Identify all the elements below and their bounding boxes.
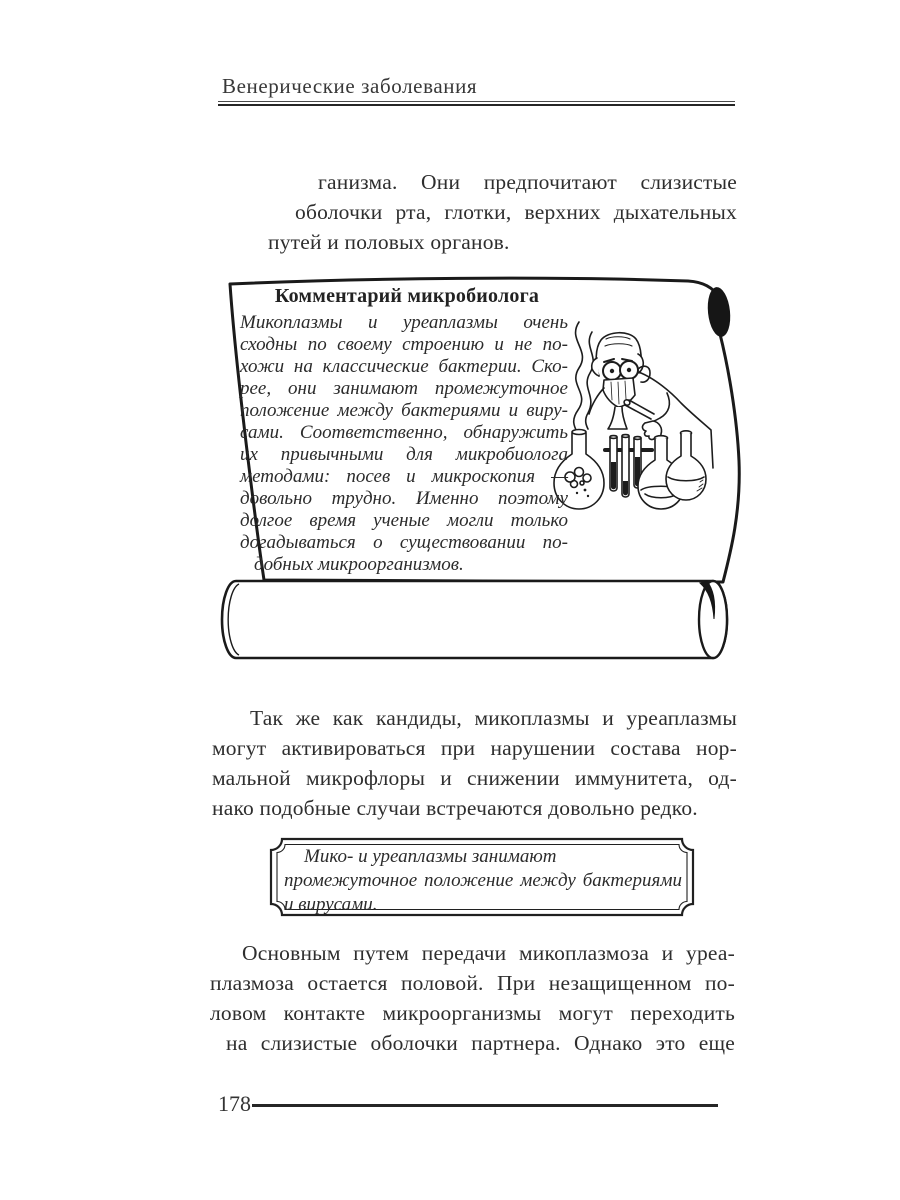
intro-paragraph bbox=[212, 167, 737, 257]
text-line: добных микроорганизмов. bbox=[254, 554, 464, 575]
text-line: рее, они занимают промежуточное bbox=[240, 378, 568, 399]
text-line: сходны по своему строению и не по- bbox=[240, 334, 568, 355]
text-line: плазмоза остается половой. При незащищенном по- bbox=[210, 971, 735, 995]
text-line: нако подобные случаи встречаются довольно редко. bbox=[212, 796, 698, 820]
footer-rule bbox=[252, 1104, 718, 1107]
text-line: хожи на классические бактерии. Ско- bbox=[240, 356, 568, 377]
text-line: ловом контакте микроорганизмы могут переходить bbox=[210, 1001, 735, 1025]
round-flask bbox=[572, 430, 586, 435]
text-line: их привычными для микробиолога bbox=[240, 444, 568, 465]
text-line: на слизистые оболочки партнера. Однако это еще bbox=[226, 1031, 735, 1055]
text-line: Основным путем передачи микоплазмоза и уреа- bbox=[242, 941, 735, 965]
text-line: догадываться о существовании по- bbox=[240, 532, 568, 553]
commentary-scroll-figure bbox=[208, 276, 742, 668]
running-header: Венерические заболевания bbox=[222, 74, 478, 98]
key-point-text bbox=[284, 845, 682, 917]
transmission-paragraph bbox=[210, 938, 735, 1058]
text-line: Так же как кандиды, микоплазмы и уреаплазмы bbox=[250, 706, 737, 730]
text-line: Мико- и уреаплазмы занимают bbox=[304, 846, 557, 867]
text-line: долгое время ученые могли только bbox=[240, 510, 568, 531]
text-line: Микоплазмы и уреаплазмы очень bbox=[240, 312, 568, 333]
activation-paragraph bbox=[212, 703, 737, 823]
text-line: и вирусами. bbox=[284, 894, 378, 915]
text-line: положение между бактериями и виру- bbox=[240, 400, 568, 421]
page-number: 178 bbox=[218, 1091, 251, 1116]
text-line: могут активироваться при нарушении состава нор- bbox=[212, 736, 737, 760]
commentary-title: Комментарий микробиолога bbox=[274, 285, 540, 307]
text-line: мальной микрофлоры и снижении иммунитета, од- bbox=[212, 766, 737, 790]
text-line: методами: посев и микроскопия — bbox=[240, 466, 568, 487]
text-line: путей и половых органов. bbox=[268, 230, 510, 254]
text-line: довольно трудно. Именно поэтому bbox=[240, 488, 568, 509]
header-rule bbox=[218, 101, 735, 106]
text-line: промежуточное положение между бактериями bbox=[284, 870, 682, 891]
text-line: сами. Соответственно, обнаружить bbox=[240, 422, 568, 443]
text-line: оболочки рта, глотки, верхних дыхательных bbox=[295, 200, 737, 224]
commentary-text bbox=[240, 312, 568, 576]
scroll-bottom-roll bbox=[222, 581, 727, 658]
key-point-box bbox=[268, 836, 696, 918]
text-line: ганизма. Они предпочитают слизистые bbox=[318, 170, 737, 194]
